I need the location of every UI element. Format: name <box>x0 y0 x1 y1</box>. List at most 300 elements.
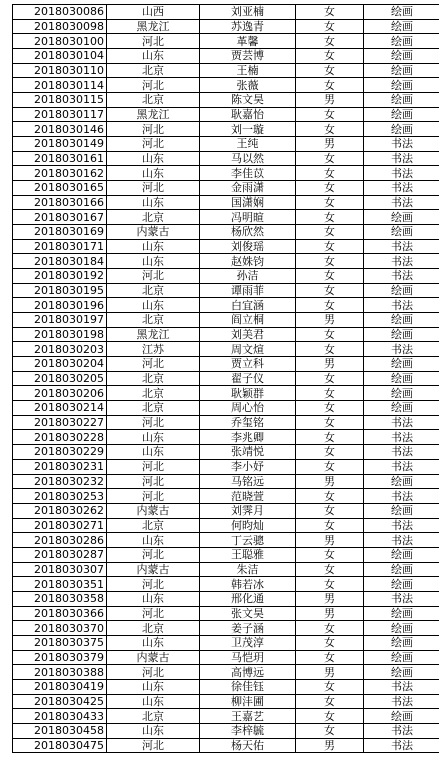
student-name-cell: 赵姝钧 <box>200 254 296 269</box>
student-id-cell: 2018030196 <box>13 298 107 313</box>
table-row <box>13 606 439 621</box>
subject-cell: 绘画 <box>364 474 439 489</box>
student-id-cell: 2018030115 <box>13 93 107 108</box>
student-id-cell: 2018030205 <box>13 371 107 386</box>
province-cell: 河北 <box>107 577 200 592</box>
table-row <box>13 122 439 137</box>
student-name-cell: 朱洁 <box>200 562 296 577</box>
student-name-cell: 丁云骢 <box>200 533 296 548</box>
subject-cell: 书法 <box>364 738 439 753</box>
student-id-cell: 2018030192 <box>13 269 107 284</box>
subject-cell: 绘画 <box>364 621 439 636</box>
subject-cell: 绘画 <box>364 709 439 724</box>
student-name-cell: 李佳苡 <box>200 166 296 181</box>
table-row <box>13 137 439 152</box>
gender-cell: 女 <box>296 298 364 313</box>
gender-cell: 女 <box>296 181 364 196</box>
province-cell: 河北 <box>107 459 200 474</box>
gender-cell: 男 <box>296 665 364 680</box>
student-name-cell: 马铭远 <box>200 474 296 489</box>
table-row <box>13 635 439 650</box>
student-id-cell: 2018030370 <box>13 621 107 636</box>
table-row <box>13 63 439 78</box>
subject-cell: 绘画 <box>364 503 439 518</box>
gender-cell: 女 <box>296 445 364 460</box>
gender-cell: 女 <box>296 107 364 122</box>
gender-cell: 女 <box>296 621 364 636</box>
gender-cell: 男 <box>296 533 364 548</box>
student-name-cell: 王嘉艺 <box>200 709 296 724</box>
student-name-cell: 柳沣圃 <box>200 694 296 709</box>
student-name-cell: 耿嘉怡 <box>200 107 296 122</box>
province-cell: 河北 <box>107 137 200 152</box>
subject-cell: 绘画 <box>364 63 439 78</box>
province-cell: 黑龙江 <box>107 19 200 34</box>
table-row <box>13 19 439 34</box>
gender-cell: 女 <box>296 459 364 474</box>
student-name-cell: 冯明暄 <box>200 210 296 225</box>
student-id-cell: 2018030458 <box>13 723 107 738</box>
gender-cell: 女 <box>296 401 364 416</box>
province-cell: 河北 <box>107 357 200 372</box>
student-name-cell: 刘美君 <box>200 327 296 342</box>
table-row <box>13 547 439 562</box>
student-name-cell: 白宜涵 <box>200 298 296 313</box>
student-id-cell: 2018030231 <box>13 459 107 474</box>
student-id-cell: 2018030366 <box>13 606 107 621</box>
student-id-cell: 2018030253 <box>13 489 107 504</box>
table-row <box>13 5 439 20</box>
subject-cell: 绘画 <box>364 313 439 328</box>
student-id-cell: 2018030475 <box>13 738 107 753</box>
student-name-cell: 孙洁 <box>200 269 296 284</box>
table-row <box>13 225 439 240</box>
province-cell: 河北 <box>107 78 200 93</box>
subject-cell: 书法 <box>364 489 439 504</box>
table-row <box>13 503 439 518</box>
gender-cell: 女 <box>296 709 364 724</box>
student-name-cell: 邢化通 <box>200 591 296 606</box>
gender-cell: 女 <box>296 151 364 166</box>
gender-cell: 女 <box>296 694 364 709</box>
province-cell: 内蒙古 <box>107 503 200 518</box>
student-name-cell: 刘俊瑶 <box>200 239 296 254</box>
student-id-cell: 2018030197 <box>13 313 107 328</box>
province-cell: 北京 <box>107 210 200 225</box>
table-row <box>13 371 439 386</box>
province-cell: 江苏 <box>107 342 200 357</box>
province-cell: 河北 <box>107 181 200 196</box>
student-name-cell: 张文昊 <box>200 606 296 621</box>
subject-cell: 绘画 <box>364 93 439 108</box>
table-row <box>13 694 439 709</box>
student-id-cell: 2018030104 <box>13 49 107 64</box>
gender-cell: 女 <box>296 19 364 34</box>
subject-cell: 书法 <box>364 533 439 548</box>
province-cell: 河北 <box>107 269 200 284</box>
student-id-cell: 2018030167 <box>13 210 107 225</box>
subject-cell: 绘画 <box>364 562 439 577</box>
student-name-cell: 阎立桐 <box>200 313 296 328</box>
student-name-cell: 何昀灿 <box>200 518 296 533</box>
subject-cell: 书法 <box>364 137 439 152</box>
table-row <box>13 239 439 254</box>
subject-cell: 书法 <box>364 591 439 606</box>
student-id-cell: 2018030169 <box>13 225 107 240</box>
student-name-cell: 谭雨菲 <box>200 283 296 298</box>
province-cell: 内蒙古 <box>107 225 200 240</box>
student-id-cell: 2018030110 <box>13 63 107 78</box>
province-cell: 内蒙古 <box>107 650 200 665</box>
subject-cell: 书法 <box>364 195 439 210</box>
student-name-cell: 耿颖群 <box>200 386 296 401</box>
table-row <box>13 738 439 753</box>
student-name-cell: 卫茂淳 <box>200 635 296 650</box>
subject-cell: 书法 <box>364 298 439 313</box>
province-cell: 山东 <box>107 195 200 210</box>
table-row <box>13 401 439 416</box>
student-id-cell: 2018030166 <box>13 195 107 210</box>
table-row <box>13 474 439 489</box>
student-name-cell: 刘霁月 <box>200 503 296 518</box>
province-cell: 山东 <box>107 430 200 445</box>
gender-cell: 女 <box>296 327 364 342</box>
province-cell: 北京 <box>107 313 200 328</box>
gender-cell: 女 <box>296 254 364 269</box>
table-row <box>13 577 439 592</box>
gender-cell: 男 <box>296 606 364 621</box>
gender-cell: 女 <box>296 166 364 181</box>
province-cell: 山东 <box>107 239 200 254</box>
subject-cell: 绘画 <box>364 34 439 49</box>
gender-cell: 女 <box>296 49 364 64</box>
student-name-cell: 李梓毓 <box>200 723 296 738</box>
table-row <box>13 49 439 64</box>
subject-cell: 书法 <box>364 181 439 196</box>
table-row <box>13 709 439 724</box>
student-id-cell: 2018030195 <box>13 283 107 298</box>
province-cell: 黑龙江 <box>107 107 200 122</box>
province-cell: 北京 <box>107 518 200 533</box>
subject-cell: 书法 <box>364 694 439 709</box>
table-row <box>13 151 439 166</box>
student-id-cell: 2018030146 <box>13 122 107 137</box>
table-row <box>13 181 439 196</box>
student-id-cell: 2018030379 <box>13 650 107 665</box>
gender-cell: 女 <box>296 371 364 386</box>
subject-cell: 绘画 <box>364 635 439 650</box>
gender-cell: 女 <box>296 386 364 401</box>
gender-cell: 女 <box>296 34 364 49</box>
student-id-cell: 2018030098 <box>13 19 107 34</box>
table-row <box>13 621 439 636</box>
province-cell: 山东 <box>107 298 200 313</box>
gender-cell: 女 <box>296 518 364 533</box>
student-name-cell: 姜子涵 <box>200 621 296 636</box>
student-id-cell: 2018030161 <box>13 151 107 166</box>
gender-cell: 女 <box>296 503 364 518</box>
gender-cell: 男 <box>296 357 364 372</box>
gender-cell: 女 <box>296 5 364 20</box>
province-cell: 北京 <box>107 371 200 386</box>
subject-cell: 书法 <box>364 166 439 181</box>
subject-cell: 书法 <box>364 151 439 166</box>
province-cell: 黑龙江 <box>107 327 200 342</box>
student-name-cell: 范晓萱 <box>200 489 296 504</box>
table-row <box>13 357 439 372</box>
table-row <box>13 269 439 284</box>
table-row <box>13 415 439 430</box>
gender-cell: 女 <box>296 577 364 592</box>
subject-cell: 书法 <box>364 679 439 694</box>
gender-cell: 男 <box>296 474 364 489</box>
subject-cell: 绘画 <box>364 401 439 416</box>
table-row <box>13 650 439 665</box>
gender-cell: 男 <box>296 93 364 108</box>
student-id-cell: 2018030171 <box>13 239 107 254</box>
subject-cell: 绘画 <box>364 78 439 93</box>
table-row <box>13 342 439 357</box>
student-name-cell: 韩若冰 <box>200 577 296 592</box>
table-row <box>13 298 439 313</box>
student-name-cell: 翟子仪 <box>200 371 296 386</box>
student-id-cell: 2018030229 <box>13 445 107 460</box>
province-cell: 河北 <box>107 738 200 753</box>
subject-cell: 书法 <box>364 459 439 474</box>
table-row <box>13 386 439 401</box>
table-row <box>13 591 439 606</box>
gender-cell: 女 <box>296 239 364 254</box>
subject-cell: 绘画 <box>364 357 439 372</box>
gender-cell: 女 <box>296 562 364 577</box>
table-row <box>13 254 439 269</box>
subject-cell: 绘画 <box>364 49 439 64</box>
table-row <box>13 679 439 694</box>
province-cell: 山东 <box>107 591 200 606</box>
student-name-cell: 陈文昊 <box>200 93 296 108</box>
student-name-cell: 国潇娴 <box>200 195 296 210</box>
gender-cell: 女 <box>296 342 364 357</box>
subject-cell: 绘画 <box>364 19 439 34</box>
student-id-cell: 2018030162 <box>13 166 107 181</box>
gender-cell: 女 <box>296 679 364 694</box>
gender-cell: 女 <box>296 63 364 78</box>
table-row <box>13 107 439 122</box>
subject-cell: 书法 <box>364 518 439 533</box>
student-name-cell: 李兆卿 <box>200 430 296 445</box>
gender-cell: 女 <box>296 650 364 665</box>
table-row <box>13 445 439 460</box>
gender-cell: 女 <box>296 635 364 650</box>
table-row <box>13 562 439 577</box>
province-cell: 山东 <box>107 254 200 269</box>
table-row <box>13 327 439 342</box>
student-name-cell: 杨欣然 <box>200 225 296 240</box>
table-row <box>13 78 439 93</box>
student-id-cell: 2018030184 <box>13 254 107 269</box>
subject-cell: 绘画 <box>364 386 439 401</box>
gender-cell: 女 <box>296 122 364 137</box>
table-row <box>13 313 439 328</box>
province-cell: 河北 <box>107 474 200 489</box>
table-row <box>13 195 439 210</box>
gender-cell: 女 <box>296 210 364 225</box>
student-id-cell: 2018030206 <box>13 386 107 401</box>
student-id-cell: 2018030228 <box>13 430 107 445</box>
student-id-cell: 2018030307 <box>13 562 107 577</box>
subject-cell: 绘画 <box>364 577 439 592</box>
gender-cell: 男 <box>296 738 364 753</box>
subject-cell: 书法 <box>364 415 439 430</box>
subject-cell: 绘画 <box>364 547 439 562</box>
gender-cell: 男 <box>296 313 364 328</box>
student-name-cell: 马恺玥 <box>200 650 296 665</box>
student-name-cell: 刘一璇 <box>200 122 296 137</box>
subject-cell: 绘画 <box>364 107 439 122</box>
subject-cell: 书法 <box>364 342 439 357</box>
table-row <box>13 665 439 680</box>
student-id-cell: 2018030419 <box>13 679 107 694</box>
student-id-cell: 2018030204 <box>13 357 107 372</box>
gender-cell: 女 <box>296 415 364 430</box>
student-id-cell: 2018030214 <box>13 401 107 416</box>
province-cell: 河北 <box>107 665 200 680</box>
student-name-cell: 马以然 <box>200 151 296 166</box>
gender-cell: 女 <box>296 489 364 504</box>
student-id-cell: 2018030114 <box>13 78 107 93</box>
student-id-cell: 2018030433 <box>13 709 107 724</box>
gender-cell: 女 <box>296 547 364 562</box>
subject-cell: 绘画 <box>364 283 439 298</box>
student-id-cell: 2018030262 <box>13 503 107 518</box>
gender-cell: 女 <box>296 723 364 738</box>
province-cell: 山东 <box>107 151 200 166</box>
student-name-cell: 苏逸青 <box>200 19 296 34</box>
student-id-cell: 2018030232 <box>13 474 107 489</box>
subject-cell: 绘画 <box>364 5 439 20</box>
student-name-cell: 王聪雅 <box>200 547 296 562</box>
student-id-cell: 2018030286 <box>13 533 107 548</box>
table-row <box>13 489 439 504</box>
student-id-cell: 2018030425 <box>13 694 107 709</box>
gender-cell: 女 <box>296 283 364 298</box>
student-name-cell: 周文煊 <box>200 342 296 357</box>
province-cell: 山西 <box>107 5 200 20</box>
student-name-cell: 张靖悦 <box>200 445 296 460</box>
student-name-cell: 金雨潇 <box>200 181 296 196</box>
student-id-cell: 2018030117 <box>13 107 107 122</box>
table-row <box>13 34 439 49</box>
province-cell: 北京 <box>107 621 200 636</box>
table-row <box>13 533 439 548</box>
subject-cell: 书法 <box>364 239 439 254</box>
gender-cell: 女 <box>296 195 364 210</box>
table-row <box>13 283 439 298</box>
table-row <box>13 723 439 738</box>
table-row <box>13 210 439 225</box>
table-row <box>13 518 439 533</box>
student-id-cell: 2018030358 <box>13 591 107 606</box>
student-name-cell: 贾芸博 <box>200 49 296 64</box>
subject-cell: 绘画 <box>364 210 439 225</box>
table-row <box>13 459 439 474</box>
subject-cell: 绘画 <box>364 650 439 665</box>
province-cell: 内蒙古 <box>107 562 200 577</box>
table-row <box>13 430 439 445</box>
subject-cell: 绘画 <box>364 327 439 342</box>
student-id-cell: 2018030375 <box>13 635 107 650</box>
province-cell: 北京 <box>107 709 200 724</box>
subject-cell: 绘画 <box>364 371 439 386</box>
province-cell: 河北 <box>107 122 200 137</box>
student-name-cell: 高博远 <box>200 665 296 680</box>
province-cell: 山东 <box>107 445 200 460</box>
province-cell: 北京 <box>107 386 200 401</box>
table-row <box>13 93 439 108</box>
subject-cell: 书法 <box>364 445 439 460</box>
student-id-cell: 2018030388 <box>13 665 107 680</box>
student-id-cell: 2018030271 <box>13 518 107 533</box>
student-id-cell: 2018030287 <box>13 547 107 562</box>
gender-cell: 男 <box>296 591 364 606</box>
gender-cell: 女 <box>296 430 364 445</box>
province-cell: 山东 <box>107 533 200 548</box>
student-name-cell: 革馨 <box>200 34 296 49</box>
student-name-cell: 贾立科 <box>200 357 296 372</box>
student-name-cell: 李小妤 <box>200 459 296 474</box>
subject-cell: 绘画 <box>364 606 439 621</box>
gender-cell: 男 <box>296 137 364 152</box>
subject-cell: 书法 <box>364 723 439 738</box>
subject-cell: 绘画 <box>364 665 439 680</box>
subject-cell: 绘画 <box>364 225 439 240</box>
student-id-cell: 2018030149 <box>13 137 107 152</box>
gender-cell: 女 <box>296 78 364 93</box>
student-id-cell: 2018030351 <box>13 577 107 592</box>
student-name-cell: 刘亚楠 <box>200 5 296 20</box>
province-cell: 山东 <box>107 694 200 709</box>
province-cell: 河北 <box>107 547 200 562</box>
province-cell: 山东 <box>107 679 200 694</box>
province-cell: 北京 <box>107 63 200 78</box>
subject-cell: 书法 <box>364 430 439 445</box>
roster-body <box>13 5 439 753</box>
student-roster-table <box>12 4 439 753</box>
student-id-cell: 2018030086 <box>13 5 107 20</box>
subject-cell: 绘画 <box>364 122 439 137</box>
student-name-cell: 杨天佑 <box>200 738 296 753</box>
province-cell: 河北 <box>107 415 200 430</box>
student-name-cell: 张薇 <box>200 78 296 93</box>
province-cell: 山东 <box>107 166 200 181</box>
gender-cell: 女 <box>296 225 364 240</box>
province-cell: 山东 <box>107 723 200 738</box>
province-cell: 河北 <box>107 34 200 49</box>
subject-cell: 书法 <box>364 269 439 284</box>
province-cell: 北京 <box>107 93 200 108</box>
province-cell: 北京 <box>107 283 200 298</box>
table-row <box>13 166 439 181</box>
subject-cell: 书法 <box>364 254 439 269</box>
student-name-cell: 徐佳钰 <box>200 679 296 694</box>
province-cell: 山东 <box>107 635 200 650</box>
student-id-cell: 2018030198 <box>13 327 107 342</box>
student-id-cell: 2018030165 <box>13 181 107 196</box>
student-name-cell: 王纯 <box>200 137 296 152</box>
student-name-cell: 周心怡 <box>200 401 296 416</box>
student-id-cell: 2018030203 <box>13 342 107 357</box>
student-id-cell: 2018030227 <box>13 415 107 430</box>
